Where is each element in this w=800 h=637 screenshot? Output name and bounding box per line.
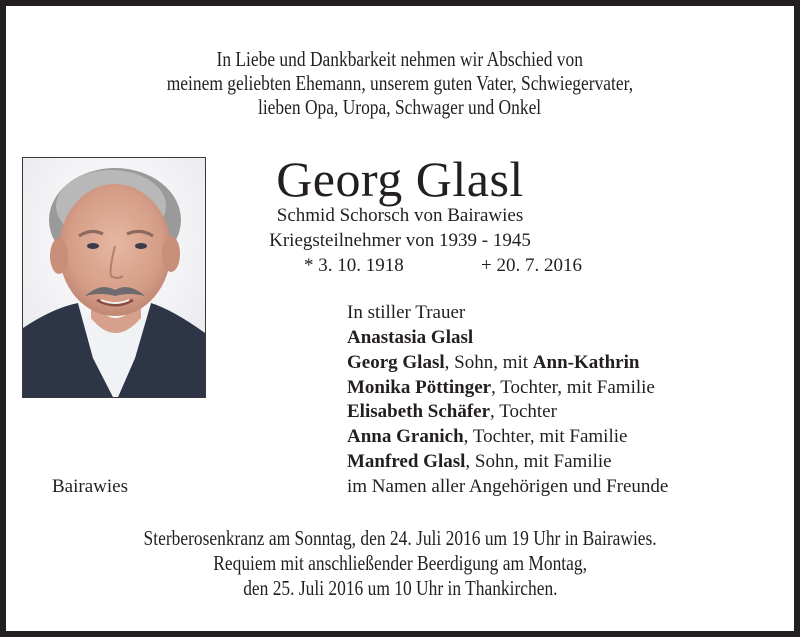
- mourner-relation: , Sohn, mit Familie: [465, 451, 612, 472]
- service-line-2: [6, 551, 794, 575]
- mourner-name: Manfred Glasl: [347, 451, 466, 472]
- intro-line-2: [6, 71, 794, 95]
- mourner-entry: [347, 401, 557, 423]
- intro-text-1: In Liebe und Dankbarkeit nehmen wir Abschied von: [216, 47, 584, 71]
- mourner-partner: Ann-Kathrin: [532, 352, 640, 373]
- mourner-relation: , Sohn, mit: [444, 352, 533, 373]
- mourners-closing: im Namen aller Angehörigen und Freunde: [347, 476, 669, 497]
- service-line-1: [6, 526, 794, 550]
- mourner-entry: [347, 352, 639, 374]
- service-text-3: den 25. Juli 2016 um 10 Uhr in Thankirchen.: [242, 576, 558, 600]
- birth-date: * 3. 10. 1918: [304, 255, 404, 276]
- mourner-entry: [347, 426, 627, 448]
- mourner-entry: [347, 327, 473, 349]
- service-text-1: Sterberosenkranz am Sonntag, den 24. Juli 2016 um 19 Uhr in Bairawies.: [143, 526, 657, 550]
- deceased-name: Georg Glasl: [276, 151, 524, 207]
- mourner-name: Anastasia Glasl: [347, 327, 474, 348]
- intro-line-3: [6, 95, 794, 119]
- mourner-entry: [347, 377, 655, 399]
- mourner-relation: , Tochter, mit Familie: [463, 426, 628, 447]
- mourner-entry: [347, 451, 612, 473]
- mourner-name: Monika Pöttinger: [347, 377, 492, 398]
- mourner-relation: , Tochter: [490, 401, 557, 422]
- death-date: + 20. 7. 2016: [481, 255, 582, 276]
- intro-line-1: [6, 47, 794, 71]
- obituary-notice: [6, 6, 794, 631]
- deceased-veteran-note: Kriegsteilnehmer von 1939 - 1945: [269, 230, 531, 251]
- mourner-name: Georg Glasl: [347, 352, 445, 373]
- mourner-name: Anna Granich: [347, 426, 464, 447]
- mourner-relation: , Tochter, mit Familie: [491, 377, 655, 398]
- intro-text-3: lieben Opa, Uropa, Schwager und Onkel: [258, 95, 542, 119]
- deceased-nickname: Schmid Schorsch von Bairawies: [276, 205, 524, 226]
- service-text-2: Requiem mit anschließender Beerdigung am Montag,: [213, 551, 587, 575]
- intro-text-2: meinem geliebten Ehemann, unserem guten Vater, Schwiegervater,: [166, 71, 634, 95]
- mourner-name: Elisabeth Schäfer: [347, 401, 491, 422]
- service-line-3: [6, 576, 794, 600]
- place-name: Bairawies: [52, 476, 128, 497]
- mourners-heading: In stiller Trauer: [347, 302, 466, 323]
